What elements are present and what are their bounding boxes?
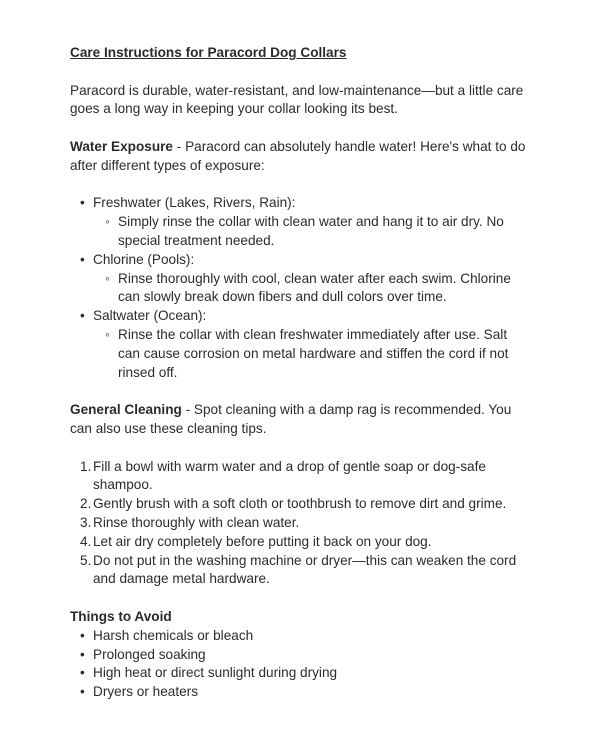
- list-item-freshwater: • Freshwater (Lakes, Rivers, Rain):: [70, 194, 532, 213]
- blank-line: [70, 382, 532, 401]
- cleaning-step-3: Rinse thoroughly with clean water.: [93, 514, 300, 530]
- blank-line: [70, 63, 532, 82]
- water-exposure-paragraph: [70, 138, 532, 176]
- cleaning-steps-list: [70, 458, 532, 590]
- water-exposure-heading: Water Exposure: [70, 138, 173, 154]
- things-to-avoid-heading: [70, 608, 532, 627]
- avoid-item-4: • Dryers or heaters: [70, 683, 532, 702]
- avoid-item-1: • Harsh chemicals or bleach: [70, 627, 532, 646]
- cleaning-step-4: Let air dry completely before putting it back on your dog.: [93, 533, 432, 549]
- general-cleaning-heading: General Cleaning: [70, 402, 182, 418]
- general-cleaning-paragraph: [70, 401, 532, 439]
- blank-line: [70, 119, 532, 138]
- water-exposure-list: [70, 194, 532, 382]
- intro-paragraph: Paracord is durable, water-resistant, and low-maintenance—but a little care goes a long way in keeping your collar looking its best.: [70, 82, 524, 117]
- avoid-item-2: • Prolonged soaking: [70, 646, 532, 665]
- things-to-avoid-label: Things to Avoid: [70, 608, 172, 624]
- blank-line: [70, 439, 532, 458]
- list-item-chlorine: • Chlorine (Pools):: [70, 251, 532, 270]
- cleaning-step-2: Gently brush with a soft cloth or toothbrush to remove dirt and grime.: [93, 496, 507, 512]
- water-exposure-text: - Paracord can absolutely handle water! Here's what to do after different types of exposure:: [70, 138, 526, 173]
- document-title: Care Instructions for Paracord Dog Collars: [70, 45, 347, 60]
- general-cleaning-text: - Spot cleaning with a damp rag is recommended. You can also use these cleaning tips.: [70, 402, 512, 436]
- list-subitem-saltwater: ◦ Rinse the collar with clean freshwater immediately after use. Salt can cause corrosion on metal hardware and stiffen the cord if not rinsed off.: [70, 326, 532, 382]
- blank-line: [70, 176, 532, 195]
- avoid-item-3: • High heat or direct sunlight during drying: [70, 664, 532, 683]
- cleaning-step-1: Fill a bowl with warm water and a drop of gentle soap or dog-safe shampoo.: [93, 458, 486, 493]
- blank-line: [70, 589, 532, 608]
- list-item-saltwater: • Saltwater (Ocean):: [70, 307, 532, 326]
- cleaning-step-5: Do not put in the washing machine or dryer—this can weaken the cord and damage metal hardware.: [93, 552, 517, 587]
- list-subitem-chlorine: ◦ Rinse thoroughly with cool, clean water after each swim. Chlorine can slowly break down fibers and dull colors over time.: [70, 270, 532, 308]
- things-to-avoid-list: [70, 627, 532, 702]
- list-subitem-freshwater: ◦ Simply rinse the collar with clean water and hang it to air dry. No special treatment needed.: [70, 213, 532, 251]
